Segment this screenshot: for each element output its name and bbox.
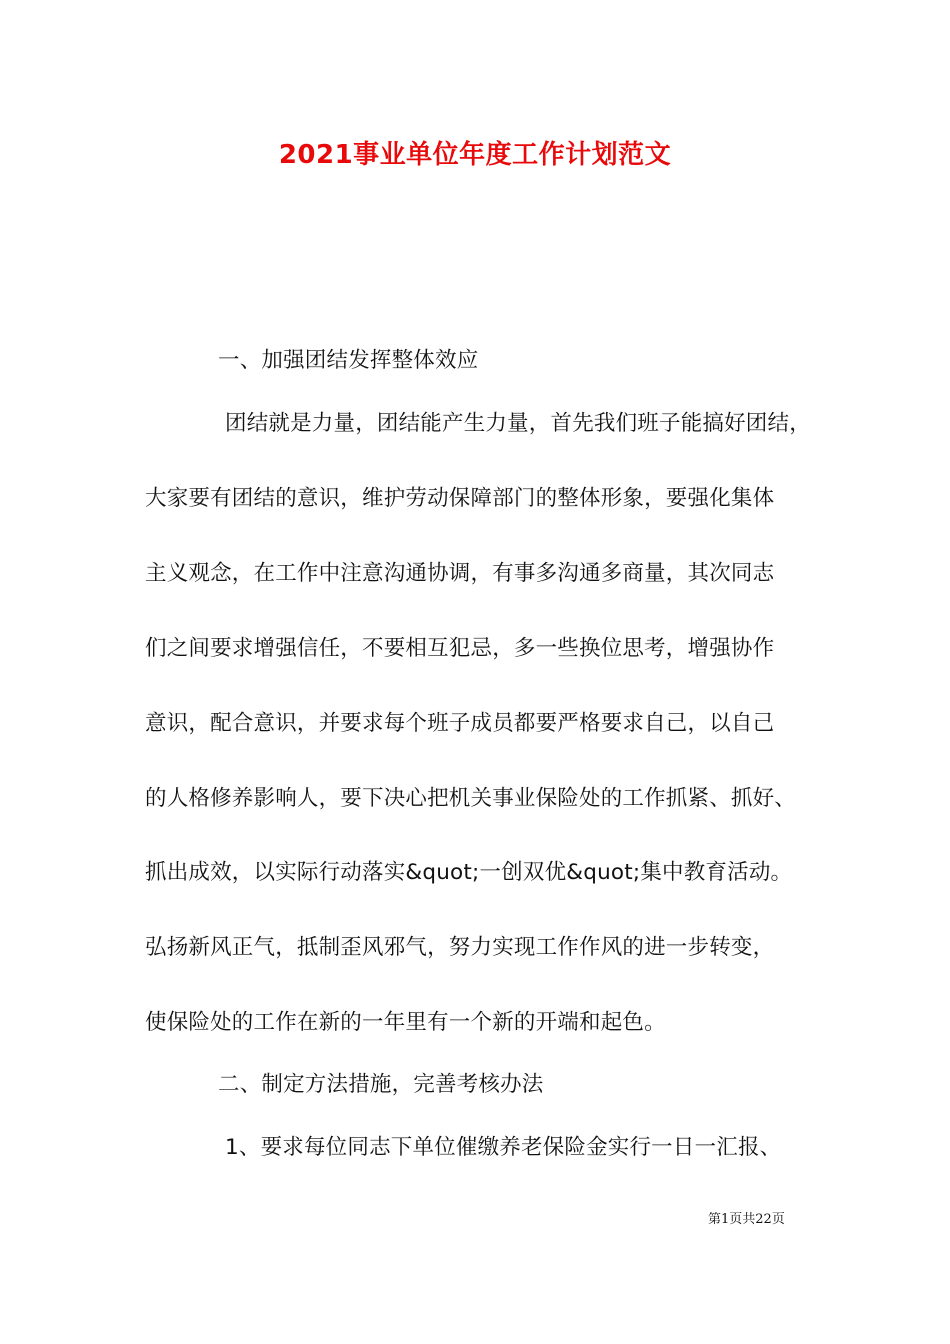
section-heading-1: 一、加强团结发挥整体效应 [218, 348, 479, 373]
page-number-footer: 第1页共22页 [708, 1212, 785, 1227]
section-heading-2: 二、制定方法措施，完善考核办法 [218, 1072, 544, 1097]
paragraph-line: 的人格修养影响人，要下决心把机关事业保险处的工作抓紧、抓好、 [145, 786, 797, 811]
paragraph-line: 弘扬新风正气，抵制歪风邪气，努力实现工作作风的进一步转变， [145, 935, 775, 960]
paragraph-line: 主义观念，在工作中注意沟通协调，有事多沟通多商量，其次同志 [145, 561, 775, 586]
paragraph-line: 意识，配合意识，并要求每个班子成员都要严格要求自己，以自己 [145, 711, 775, 736]
paragraph-line: 使保险处的工作在新的一年里有一个新的开端和起色。 [145, 1010, 666, 1035]
paragraph-line: 们之间要求增强信任，不要相互犯忌，多一些换位思考，增强协作 [145, 636, 775, 661]
paragraph-line: 1、要求每位同志下单位催缴养老保险金实行一日一汇报、 [225, 1135, 782, 1160]
paragraph-line: 大家要有团结的意识，维护劳动保障部门的整体形象，要强化集体 [145, 486, 775, 511]
page-title: 2021事业单位年度工作计划范文 [278, 140, 672, 170]
paragraph-line: 抓出成效，以实际行动落实&quot;一创双优&quot;集中教育活动。 [145, 860, 793, 885]
paragraph-line: 团结就是力量，团结能产生力量，首先我们班子能搞好团结， [225, 411, 811, 436]
